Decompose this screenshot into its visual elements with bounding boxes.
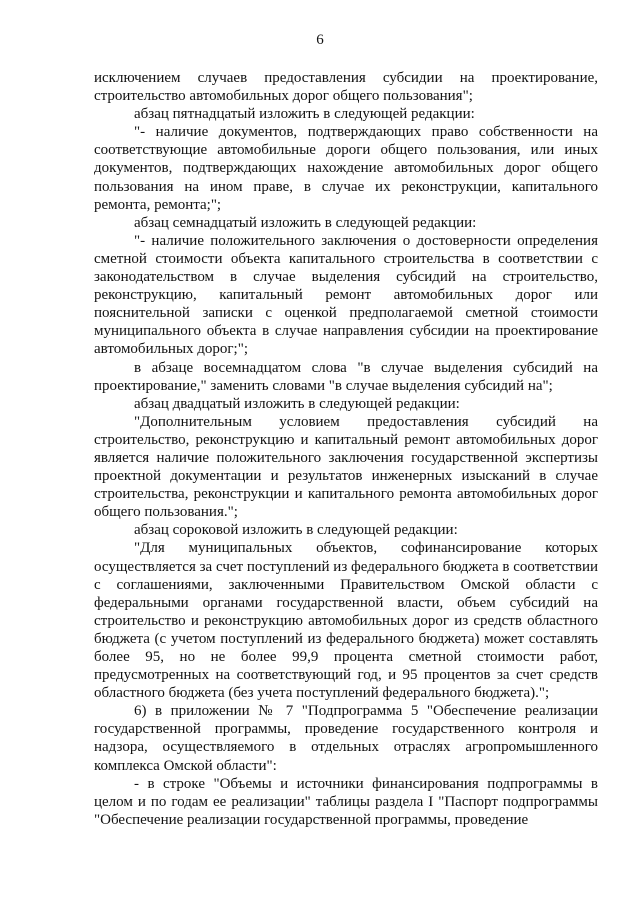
paragraph-8: "Дополнительным условием предоставления субсидий на строительство, реконструкцию и капитальный ремонт автомобильных дорог является наличие положительного заключения государственной экспертизы проектной документации и результатов инженерных изысканий в случае строительства, реконструкции и капитального ремонта автомобильных дорог общего пользования."; bbox=[94, 413, 598, 521]
paragraph-7: абзац двадцатый изложить в следующей редакции: bbox=[134, 395, 460, 412]
document-body bbox=[94, 69, 598, 829]
paragraph-9: абзац сороковой изложить в следующей редакции: bbox=[134, 522, 458, 539]
paragraph-1: исключением случаев предоставления субсидии на проектирование, строительство автомобильных дорог общего пользования"; bbox=[94, 70, 598, 105]
paragraph-4: абзац семнадцатый изложить в следующей редакции: bbox=[134, 214, 477, 231]
page-number: 6 bbox=[316, 32, 324, 48]
paragraph-6: в абзаце восемнадцатом слова "в случае выделения субсидий на проектирование," заменить словами "в случае выделения субсидий на"; bbox=[94, 359, 598, 394]
paragraph-10: "Для муниципальных объектов, софинансирование которых осуществляется за счет поступлений из федерального бюджета в соответствии с соглашениями, заключенными Правительством Омской области с федеральными органами государственной власти, объем субсидий на строительство и реконструкцию автомобильных дорог из средств областного бюджета (с учетом поступлений из федерального бюджета) может составлять более 95, но не более 99,9 процента сметной стоимости работ, предусмотренных на соответствующий год, и 95 процентов за счет средств областного бюджета (без учета поступлений федерального бюджета)."; bbox=[94, 540, 598, 702]
paragraph-12: - в строке "Объемы и источники финансирования подпрограммы в целом и по годам ее реализации" таблицы раздела I "Паспорт подпрограммы "Обеспечение реализации государственной программы, проведение bbox=[94, 775, 598, 828]
paragraph-5: "- наличие положительного заключения о достоверности определения сметной стоимости объекта капитального строительства в соответствии с законодательством в случае выделения субсидий на строительство, реконструкцию, капитальный ремонт автомобильных дорог или пояснительной записки с оценкой предполагаемой сметной стоимости муниципального объекта в случае направления субсидии на проектирование автомобильных дорог;"; bbox=[94, 232, 598, 358]
paragraph-2: абзац пятнадцатый изложить в следующей редакции: bbox=[134, 106, 475, 123]
paragraph-3: "- наличие документов, подтверждающих право собственности на соответствующие автомобильные дороги общего пользования, или иных документов, подтверждающих нахождение автомобильных дорог общего пользования на ином праве, в случае их реконструкции, капитального ремонта, ремонта;"; bbox=[94, 124, 598, 213]
paragraph-11: 6) в приложении № 7 "Подпрограмма 5 "Обеспечение реализации государственной программы, проведение государственного контроля и надзора, осуществляемого в отдельных отраслях агропромышленного комплекса Омской области": bbox=[94, 703, 598, 774]
